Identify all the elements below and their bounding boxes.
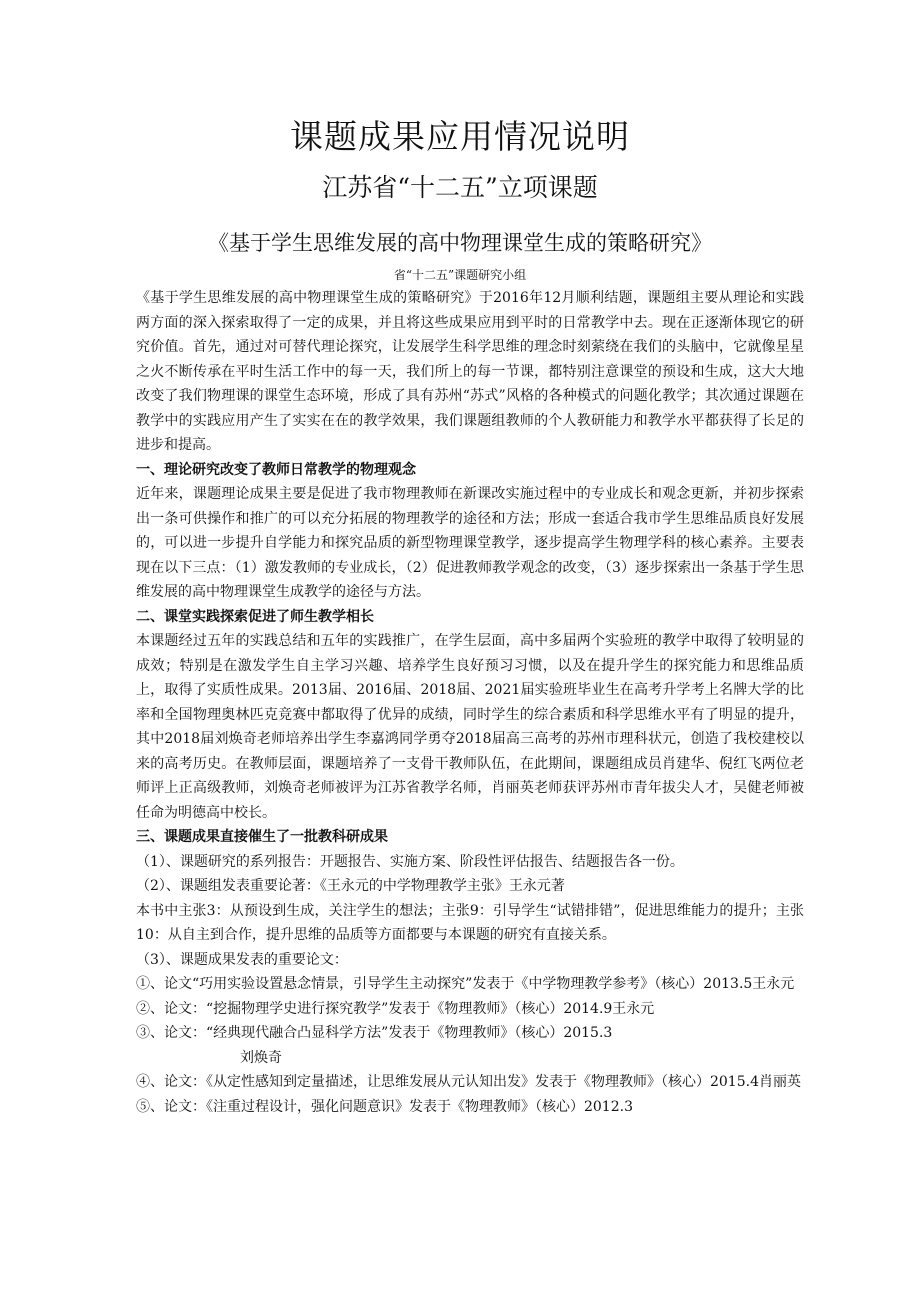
section-3-item-3: （3）、课题成果发表的重要论文： [136, 951, 348, 968]
research-group: 省“十二五”课题研究小组 [393, 268, 527, 282]
paper-3: ③、论文：“经典现代融合凸显科学方法”发表于《物理教师》（核心）2015.3 [136, 1025, 613, 1041]
paper-4: ④、论文：《从定性感知到定量描述，让思维发展从元认知出发》发表于《物理教师》（核心）2015.4肖丽英 [136, 1074, 801, 1090]
section-1-paragraph: 近年来，课题理论成果主要是促进了我市物理教师在新课改实施过程中的专业成长和观念更新，并初步探索出一条可供操作和推广的可以充分拓展的物理教学的途径和方法；形成一套适合我市学生思维品质良好发展的，可以进一步提升自学能力和探究品质的新型物理课堂教学，逐步提高学生物理学科的核心素养。主要表现在以下三点：（1）激发教师的专业成长，（2）促进教师教学观念的改变，（3）逐步探索出一条基于学生思维发展的高中物理课堂生成教学的途径与方法。 [136, 486, 804, 600]
section-2-paragraph: 本课题经过五年的实践总结和五年的实践推广，在学生层面，高中多届两个实验班的教学中取得了较明显的成效；特别是在激发学生自主学习兴趣、培养学生良好预习习惯，以及在提升学生的探究能力和思维品质上，取得了实质性成果。2013届、2016届、2018届、2021届实验班毕业生在高考升学考上名牌大学的比率和全国物理奥林匹克竞赛中都取得了优异的成绩，同时学生的综合素质和科学思维水平有了明显的提升，其中2018届刘焕奇老师培养出学生李嘉鸿同学勇夺2018届高三高考的苏州市理科状元，创造了我校建校以来的高考历史。在教师层面，课题培养了一支骨干教师队伍，在此期间，课题组成员肖建华、倪红飞两位老师评上正高级教师，刘焕奇老师被评为江苏省教学名师，肖丽英老师获评苏州市青年拔尖人才，吴健老师被任命为明德高中校长。 [136, 633, 804, 821]
project-title: 《基于学生思维发展的高中物理课堂生成的策略研究》 [208, 231, 712, 255]
section-3-item-2: （2）、课题组发表重要论著：《王永元的中学物理教学主张》王永元著 [136, 878, 565, 894]
document-body [136, 286, 804, 1119]
paper-5: ⑤、论文：《注重过程设计，强化问题意识》发表于《物理教师》（核心）2012.3 [136, 1098, 633, 1115]
section-1-heading: 一、理论研究改变了教师日常教学的物理观念 [136, 461, 416, 478]
paper-1: ①、论文“巧用实验设置悬念情景，引导学生主动探究”发表于《中学物理教学参考》（核心）2013.5王永元 [136, 976, 795, 992]
paper-3-author: 刘焕奇 [240, 1049, 282, 1066]
section-3-item-1: （1）、课题研究的系列报告：开题报告、实施方案、阶段性评估报告、结题报告各一份。 [136, 853, 684, 870]
document-title: 课题成果应用情况说明 [290, 117, 630, 156]
section-3-heading: 三、课题成果直接催生了一批教科研成果 [136, 829, 388, 845]
document-subtitle: 江苏省“十二五”立项课题 [322, 173, 598, 202]
paper-2: ②、论文：“挖掘物理学史进行探究教学”发表于《物理教师》（核心）2014.9王永元 [136, 1000, 655, 1017]
intro-paragraph: 《基于学生思维发展的高中物理课堂生成的策略研究》于2016年12月顺利结题，课题组主要从理论和实践两方面的深入探索取得了一定的成果，并且将这些成果应用到平时的日常教学中去。现在正逐渐体现它的研究价值。首先，通过对可替代理论探究，让发展学生科学思维的理念时刻萦绕在我们的头脑中，它就像星星之火不断传承在平时生活工作中的每一天，我们所上的每一节课，都特别注意课堂的预设和生成，这大大地改变了我们物理课的课堂生态环境，形成了具有苏州“苏式”风格的各种模式的问题化教学；其次通过课题在教学中的实践应用产生了实实在在的教学效果，我们课题组教师的个人教研能力和教学水平都获得了长足的进步和提高。 [136, 290, 804, 453]
section-3-item-2-detail: 本书中主张3：从预设到生成，关注学生的想法；主张9：引导学生“试错排错”，促进思维能力的提升；主张10：从自主到合作，提升思维的品质等方面都要与本课题的研究有直接关系。 [136, 902, 804, 943]
section-2-heading: 二、课堂实践探索促进了师生教学相长 [136, 608, 374, 625]
